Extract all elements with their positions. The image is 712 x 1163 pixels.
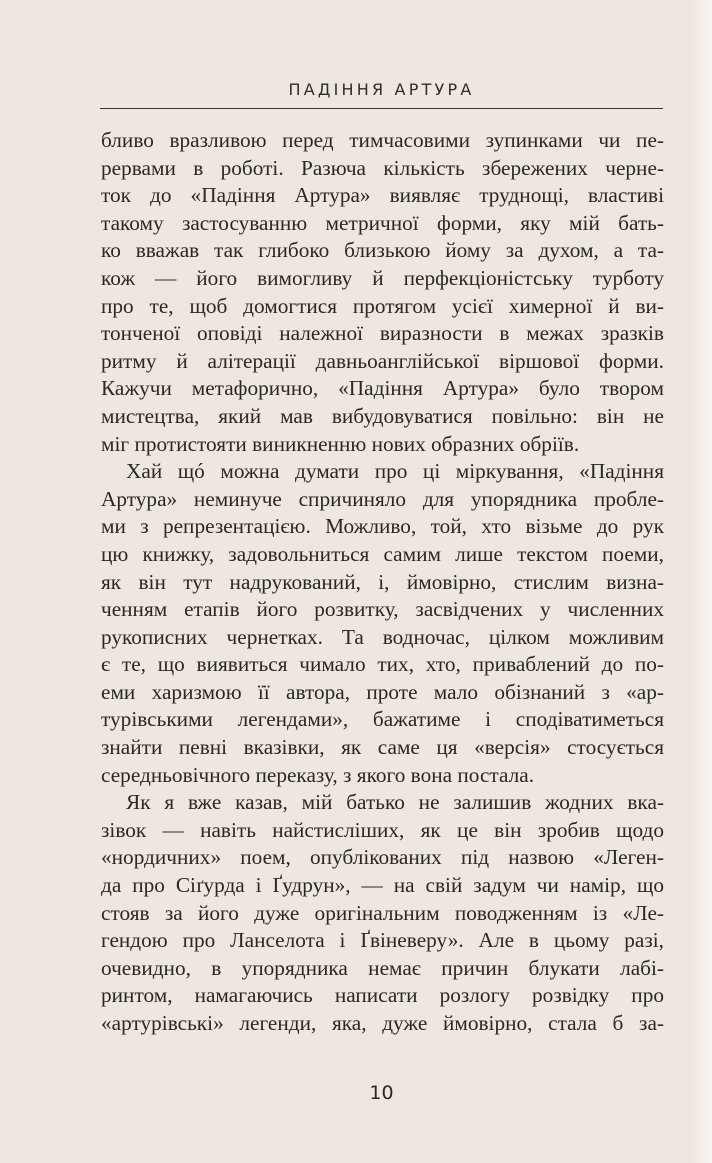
text-line: Хай щó можна думати про ці міркування, «Падіння [126,459,664,484]
text-line: тонченої оповіді належної виразности в межах зразків [101,321,664,346]
text-line: ми з репрезентацією. Можливо, той, хто візьме до рук [101,514,664,539]
text-line: да про Сіґурда і Ґудрун», — на свій задум чи намір, що [101,873,664,898]
text-line: такому застосуванню метричної форми, яку мій бать- [101,210,664,235]
text-line: Артура» неминуче спричиняло для упорядника пробле- [101,486,664,511]
text-line: рукописних чернетках. Та водночас, цілком можливим [101,624,664,649]
text-line: турівськими легендами», бажатиме і сподіватиметься [101,707,664,732]
text-line: рервами в роботі. Разюча кількість збережених черне- [101,155,664,180]
page-number: 10 [369,1082,394,1104]
text-line: еми харизмою її автора, проте мало обізнаний з «ар- [101,679,664,704]
text-line: ринтом, намагаючись написати розлогу розвідку про [101,983,664,1008]
text-line: цю книжку, задовольниться самим лише текстом поеми, [101,541,664,566]
text-line: як він тут надрукований, і, ймовірно, стислим визна- [101,569,664,594]
text-line: зівок — навіть найстисліших, як це він зробив щодо [101,817,664,842]
text-line: «артурівські» легенди, яка, дуже ймовірно, стала б за- [101,1011,664,1035]
text-line: про те, щоб домогтися протягом усієї химерної й ви- [101,293,664,318]
text-line: ток до «Падіння Артура» виявляє труднощі, властиві [101,183,664,208]
header-rule [100,108,663,109]
text-line: гендою про Ланселота і Ґвіневеру». Але в цьому разі, [101,928,664,953]
text-line: середньовічного переказу, з якого вона постала. [101,762,535,787]
text-line: міг протистояти виникненню нових образних обріїв. [101,431,580,456]
text-line: Як я вже казав, мій батько не залишив жодних вка- [126,790,664,815]
text-line: бливо вразливою перед тимчасовими зупинками чи пе- [101,128,664,152]
text-line: Кажучи метафорично, «Падіння Артура» було твором [101,376,664,401]
running-head: ПАДІННЯ АРТУРА [288,80,475,99]
text-line: кож — його вимогливу й перфекціоністську турботу [101,265,664,290]
text-line: ритму й алітерації давньоанглійської віршової форми. [101,348,664,373]
text-line: ченням етапів його розвитку, засвідчених у численних [101,597,664,622]
text-line: очевидно, в упорядника немає причин блукати лабі- [101,955,664,980]
text-line: «нордичних» поем, опублікованих під назвою «Леген- [101,845,664,870]
body-text [101,127,664,1038]
text-line: є те, що виявиться чимало тих, хто, приваблений до по- [101,652,664,677]
text-line: стояв за його дуже оригінальним поводженням із «Ле- [101,900,664,925]
text-line: мистецтва, який мав вибудовуватися повільно: він не [101,403,664,428]
text-line: знайти певні вказівки, як саме ця «версія» стосується [101,735,664,760]
text-line: ко вважав так глибоко близькою йому за духом, а та- [101,238,664,263]
